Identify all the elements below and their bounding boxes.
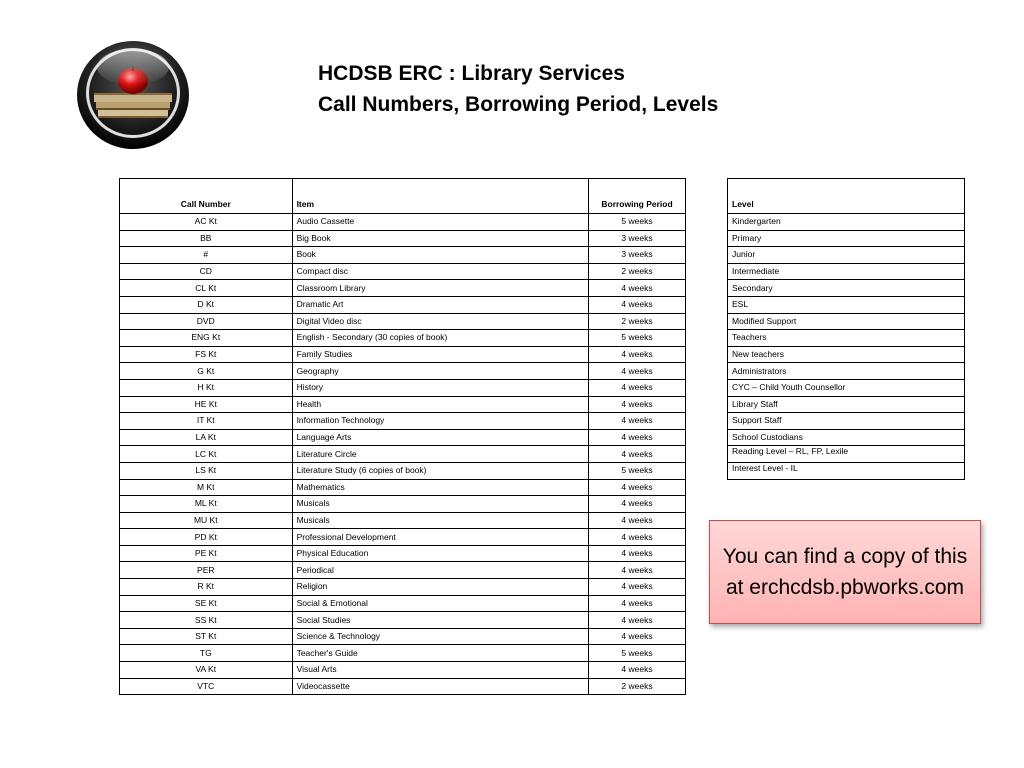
item-cell: Compact disc <box>292 263 588 280</box>
borrowing-period-cell: 5 weeks <box>589 462 686 479</box>
level-row <box>728 363 965 380</box>
table-row <box>120 429 686 446</box>
call-number-cell: BB <box>120 230 293 247</box>
table-header-row <box>120 179 686 214</box>
borrowing-period-cell: 5 weeks <box>589 645 686 662</box>
table-row <box>120 346 686 363</box>
borrowing-period-cell: 3 weeks <box>589 247 686 264</box>
item-cell: Visual Arts <box>292 662 588 679</box>
item-cell: Literature Circle <box>292 446 588 463</box>
table-row <box>120 628 686 645</box>
header-level: Level <box>728 179 965 214</box>
borrowing-period-cell: 2 weeks <box>589 678 686 695</box>
call-number-table <box>119 178 686 695</box>
table-row <box>120 379 686 396</box>
table-row <box>120 230 686 247</box>
item-cell: Musicals <box>292 496 588 513</box>
borrowing-period-cell: 4 weeks <box>589 579 686 596</box>
borrowing-period-cell: 4 weeks <box>589 280 686 297</box>
item-cell: Big Book <box>292 230 588 247</box>
call-number-cell: G Kt <box>120 363 293 380</box>
library-logo <box>76 37 190 151</box>
call-number-cell: LS Kt <box>120 462 293 479</box>
table-row <box>120 645 686 662</box>
callout-text: You can find a copy of this at erchcdsb.pbworks.com <box>722 545 968 599</box>
borrowing-period-cell: 4 weeks <box>589 446 686 463</box>
borrowing-period-cell: 4 weeks <box>589 595 686 612</box>
borrowing-period-cell: 4 weeks <box>589 662 686 679</box>
level-cell: New teachers <box>728 346 965 363</box>
level-cell: School Custodians <box>728 429 965 446</box>
level-row <box>728 296 965 313</box>
item-cell: History <box>292 379 588 396</box>
item-cell: Periodical <box>292 562 588 579</box>
level-row <box>728 346 965 363</box>
level-row <box>728 330 965 347</box>
table-row <box>120 247 686 264</box>
table-row <box>120 313 686 330</box>
call-number-cell: PE Kt <box>120 545 293 562</box>
level-row <box>728 396 965 413</box>
level-row <box>728 462 965 479</box>
table-row <box>120 595 686 612</box>
call-number-cell: D Kt <box>120 296 293 313</box>
level-cell: Support Staff <box>728 413 965 430</box>
table-row <box>120 678 686 695</box>
item-cell: Health <box>292 396 588 413</box>
item-cell: Geography <box>292 363 588 380</box>
table-row <box>120 662 686 679</box>
item-cell: Literature Study (6 copies of book) <box>292 462 588 479</box>
table-row <box>120 396 686 413</box>
borrowing-period-cell: 4 weeks <box>589 612 686 629</box>
call-number-cell: PD Kt <box>120 529 293 546</box>
level-cell: Primary <box>728 230 965 247</box>
header-item: Item <box>292 179 588 214</box>
borrowing-period-cell: 5 weeks <box>589 330 686 347</box>
item-cell: Information Technology <box>292 413 588 430</box>
level-cell: Junior <box>728 247 965 264</box>
item-cell: Audio Cassette <box>292 214 588 231</box>
call-number-cell: AC Kt <box>120 214 293 231</box>
table-row <box>120 529 686 546</box>
item-cell: Physical Education <box>292 545 588 562</box>
level-table <box>727 178 965 480</box>
title-line-1: HCDSB ERC : Library Services <box>318 62 625 85</box>
borrowing-period-cell: 5 weeks <box>589 214 686 231</box>
call-number-cell: MU Kt <box>120 512 293 529</box>
call-number-cell: ST Kt <box>120 628 293 645</box>
call-number-cell: TG <box>120 645 293 662</box>
borrowing-period-cell: 4 weeks <box>589 413 686 430</box>
level-cell: Reading Level – RL, FP, Lexile <box>728 446 965 463</box>
level-row <box>728 247 965 264</box>
item-cell: Videocassette <box>292 678 588 695</box>
table-row <box>120 512 686 529</box>
call-number-cell: R Kt <box>120 579 293 596</box>
item-cell: Teacher's Guide <box>292 645 588 662</box>
level-row <box>728 280 965 297</box>
table-row <box>120 363 686 380</box>
level-row <box>728 313 965 330</box>
borrowing-period-cell: 4 weeks <box>589 512 686 529</box>
level-cell: Intermediate <box>728 263 965 280</box>
borrowing-period-cell: 4 weeks <box>589 363 686 380</box>
header-call-number: Call Number <box>120 179 293 214</box>
call-number-cell: CD <box>120 263 293 280</box>
table-row <box>120 280 686 297</box>
item-cell: Social & Emotional <box>292 595 588 612</box>
borrowing-period-cell: 4 weeks <box>589 496 686 513</box>
borrowing-period-cell: 4 weeks <box>589 346 686 363</box>
table-row <box>120 296 686 313</box>
level-cell: CYC – Child Youth Counsellor <box>728 379 965 396</box>
level-cell: Secondary <box>728 280 965 297</box>
item-cell: English - Secondary (30 copies of book) <box>292 330 588 347</box>
item-cell: Dramatic Art <box>292 296 588 313</box>
level-header-row <box>728 179 965 214</box>
level-cell: Kindergarten <box>728 214 965 231</box>
borrowing-period-cell: 4 weeks <box>589 562 686 579</box>
table-row <box>120 612 686 629</box>
level-row <box>728 230 965 247</box>
item-cell: Language Arts <box>292 429 588 446</box>
level-cell: Administrators <box>728 363 965 380</box>
borrowing-period-cell: 4 weeks <box>589 479 686 496</box>
level-row <box>728 263 965 280</box>
borrowing-period-cell: 4 weeks <box>589 379 686 396</box>
item-cell: Musicals <box>292 512 588 529</box>
item-cell: Religion <box>292 579 588 596</box>
level-row <box>728 379 965 396</box>
level-cell: ESL <box>728 296 965 313</box>
table-row <box>120 479 686 496</box>
call-number-cell: CL Kt <box>120 280 293 297</box>
level-row <box>728 446 965 463</box>
call-number-cell: VA Kt <box>120 662 293 679</box>
call-number-cell: SE Kt <box>120 595 293 612</box>
table-row <box>120 562 686 579</box>
table-row <box>120 496 686 513</box>
borrowing-period-cell: 2 weeks <box>589 263 686 280</box>
header-borrowing-period: Borrowing Period <box>589 179 686 214</box>
call-number-cell: PER <box>120 562 293 579</box>
level-cell: Library Staff <box>728 396 965 413</box>
table-row <box>120 462 686 479</box>
level-row <box>728 214 965 231</box>
table-row <box>120 579 686 596</box>
item-cell: Book <box>292 247 588 264</box>
table-row <box>120 214 686 231</box>
item-cell: Family Studies <box>292 346 588 363</box>
table-row <box>120 413 686 430</box>
call-number-cell: FS Kt <box>120 346 293 363</box>
call-number-cell: LC Kt <box>120 446 293 463</box>
table-row <box>120 446 686 463</box>
borrowing-period-cell: 4 weeks <box>589 545 686 562</box>
borrowing-period-cell: 4 weeks <box>589 429 686 446</box>
table-row <box>120 545 686 562</box>
level-row <box>728 413 965 430</box>
call-number-cell: IT Kt <box>120 413 293 430</box>
borrowing-period-cell: 2 weeks <box>589 313 686 330</box>
item-cell: Professional Development <box>292 529 588 546</box>
call-number-cell: # <box>120 247 293 264</box>
table-row <box>120 263 686 280</box>
call-number-cell: VTC <box>120 678 293 695</box>
call-number-cell: SS Kt <box>120 612 293 629</box>
borrowing-period-cell: 4 weeks <box>589 296 686 313</box>
item-cell: Digital Video disc <box>292 313 588 330</box>
level-cell: Teachers <box>728 330 965 347</box>
table-row <box>120 330 686 347</box>
borrowing-period-cell: 4 weeks <box>589 628 686 645</box>
call-number-cell: HE Kt <box>120 396 293 413</box>
item-cell: Social Studies <box>292 612 588 629</box>
level-row <box>728 429 965 446</box>
item-cell: Science & Technology <box>292 628 588 645</box>
item-cell: Classroom Library <box>292 280 588 297</box>
borrowing-period-cell: 4 weeks <box>589 529 686 546</box>
borrowing-period-cell: 4 weeks <box>589 396 686 413</box>
level-cell: Interest Level - IL <box>728 462 965 479</box>
call-number-cell: ENG Kt <box>120 330 293 347</box>
title-line-2: Call Numbers, Borrowing Period, Levels <box>318 93 719 116</box>
borrowing-period-cell: 3 weeks <box>589 230 686 247</box>
library-books-logo-icon <box>76 37 190 151</box>
page-title <box>318 58 718 120</box>
level-cell: Modified Support <box>728 313 965 330</box>
call-number-cell: M Kt <box>120 479 293 496</box>
call-number-cell: ML Kt <box>120 496 293 513</box>
call-number-cell: LA Kt <box>120 429 293 446</box>
callout-box <box>709 520 981 624</box>
call-number-cell: DVD <box>120 313 293 330</box>
call-number-cell: H Kt <box>120 379 293 396</box>
item-cell: Mathematics <box>292 479 588 496</box>
